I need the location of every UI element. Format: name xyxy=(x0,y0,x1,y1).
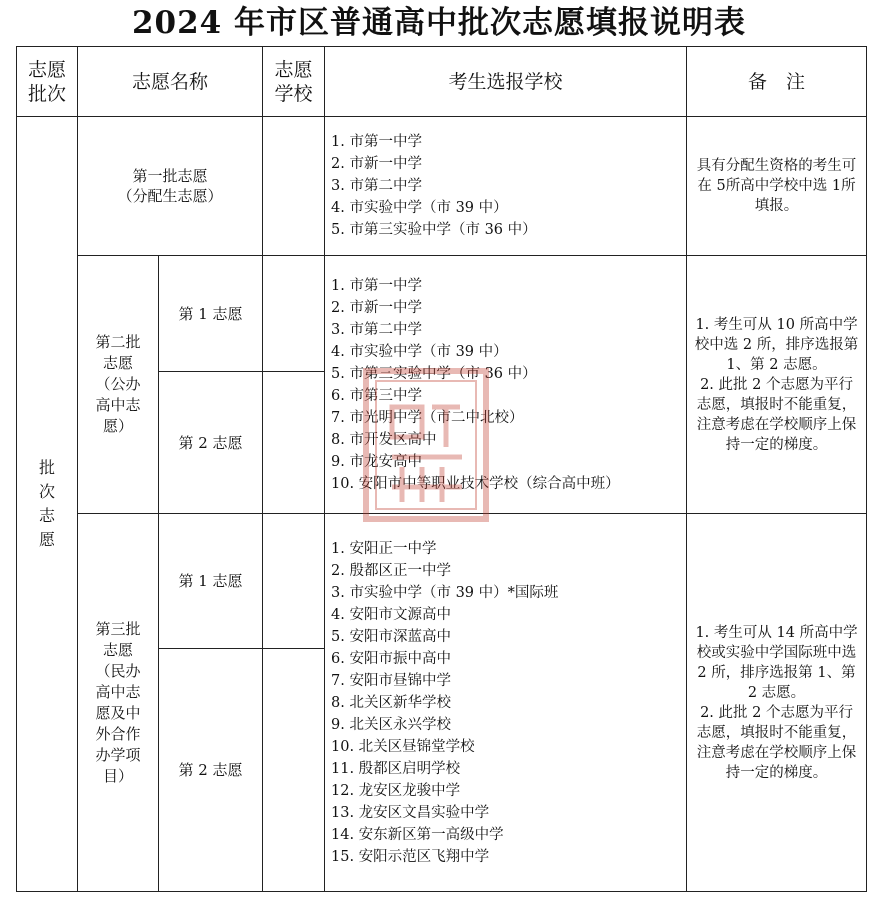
school-item: 15. 安阳示范区飞翔中学 xyxy=(331,848,490,865)
row3-group-name: 第三批志愿（民办高中志愿及中外合作办学项目） xyxy=(78,514,159,892)
school-item: 8. 北关区新华学校 xyxy=(331,694,451,711)
row2-note xyxy=(687,256,867,514)
note-item: 1. 考生可从 14 所高中学校或实验中学国际班中选 2 所，排序选报第 1、第 2 志愿。 xyxy=(695,624,858,701)
school-item: 1. 市第一中学 xyxy=(331,134,422,150)
school-item: 3. 市第二中学 xyxy=(331,321,422,338)
school-item: 12. 龙安区龙骏中学 xyxy=(331,782,461,799)
row1-name: 第一批志愿 （分配生志愿） xyxy=(78,117,263,256)
school-item: 14. 安东新区第一高级中学 xyxy=(331,826,504,843)
row1-schools xyxy=(325,117,687,256)
header-name: 志愿名称 xyxy=(78,47,263,117)
school-list xyxy=(325,275,686,495)
row2-choice2: 第 2 志愿 xyxy=(159,372,263,514)
school-item: 4. 市实验中学（市 39 中） xyxy=(331,200,508,216)
school-item: 13. 龙安区文昌实验中学 xyxy=(331,804,490,821)
row3-choice2: 第 2 志愿 xyxy=(159,649,263,892)
header-school: 志愿学校 xyxy=(263,47,325,117)
school-item: 10. 安阳市中等职业技术学校（综合高中班） xyxy=(331,475,620,492)
school-list xyxy=(325,131,686,241)
school-item: 8. 市开发区高中 xyxy=(331,431,437,448)
table-row xyxy=(17,117,867,256)
school-item: 2. 市新一中学 xyxy=(331,156,422,172)
row1-school-cell xyxy=(263,117,325,256)
school-item: 4. 市实验中学（市 39 中） xyxy=(331,343,508,360)
school-item: 9. 市龙安高中 xyxy=(331,453,422,470)
school-item: 2. 市新一中学 xyxy=(331,299,422,316)
school-item: 5. 安阳市深蓝高中 xyxy=(331,628,451,645)
page-title: 2024 年市区普通高中批次志愿填报说明表 xyxy=(131,5,747,41)
application-table xyxy=(16,46,867,892)
school-list xyxy=(325,538,686,868)
row1-note: 具有分配生资格的考生可在 5所高中学校中选 1所填报。 xyxy=(687,117,867,256)
school-item: 1. 市第一中学 xyxy=(331,277,422,294)
school-item: 3. 市第二中学 xyxy=(331,178,422,194)
row2-group-name: 第二批志愿（公办高中志愿） xyxy=(78,256,159,514)
school-item: 3. 市实验中学（市 39 中）*国际班 xyxy=(331,584,559,601)
header-note: 备 注 xyxy=(687,47,867,117)
row3-choice1: 第 1 志愿 xyxy=(159,514,263,649)
batch-label-cell: 批次志愿 xyxy=(17,117,78,892)
row2-school-cell-2 xyxy=(263,372,325,514)
row3-school-cell-2 xyxy=(263,649,325,892)
note-item: 1. 考生可从 10 所高中学校中选 2 所，排序选报第 1、第 2 志愿。 xyxy=(694,316,859,373)
school-item: 7. 安阳市昼锦中学 xyxy=(331,672,451,689)
school-item: 11. 殷都区启明学校 xyxy=(331,760,461,777)
school-item: 1. 安阳正一中学 xyxy=(331,540,437,557)
row2-schools xyxy=(325,256,687,514)
row2-choice1: 第 1 志愿 xyxy=(159,256,263,372)
school-item: 6. 市第三中学 xyxy=(331,387,422,404)
school-item: 5. 市第三实验中学（市 36 中） xyxy=(331,365,537,382)
row3-schools xyxy=(325,514,687,892)
row3-school-cell-1 xyxy=(263,514,325,649)
school-item: 5. 市第三实验中学（市 36 中） xyxy=(331,222,537,238)
school-item: 4. 安阳市文源高中 xyxy=(331,606,451,623)
header-row xyxy=(17,47,867,117)
header-select: 考生选报学校 xyxy=(325,47,687,117)
school-item: 9. 北关区永兴学校 xyxy=(331,716,451,733)
school-item: 6. 安阳市振中高中 xyxy=(331,650,451,667)
note-item: 2. 此批 2 个志愿为平行志愿，填报时不能重复，注意考虑在学校顺序上保持一定的梯度。 xyxy=(696,376,857,453)
header-batch: 志愿批次 xyxy=(17,47,78,117)
school-item: 10. 北关区昼锦堂学校 xyxy=(331,738,475,755)
note-item: 2. 此批 2 个志愿为平行志愿，填报时不能重复，注意考虑在学校顺序上保持一定的梯度。 xyxy=(696,704,857,781)
row2-school-cell-1 xyxy=(263,256,325,372)
row3-note xyxy=(687,514,867,892)
school-item: 7. 市光明中学（市二中北校） xyxy=(331,409,524,426)
school-item: 2. 殷都区正一中学 xyxy=(331,562,451,579)
table-row xyxy=(17,514,867,649)
table-row xyxy=(17,256,867,372)
